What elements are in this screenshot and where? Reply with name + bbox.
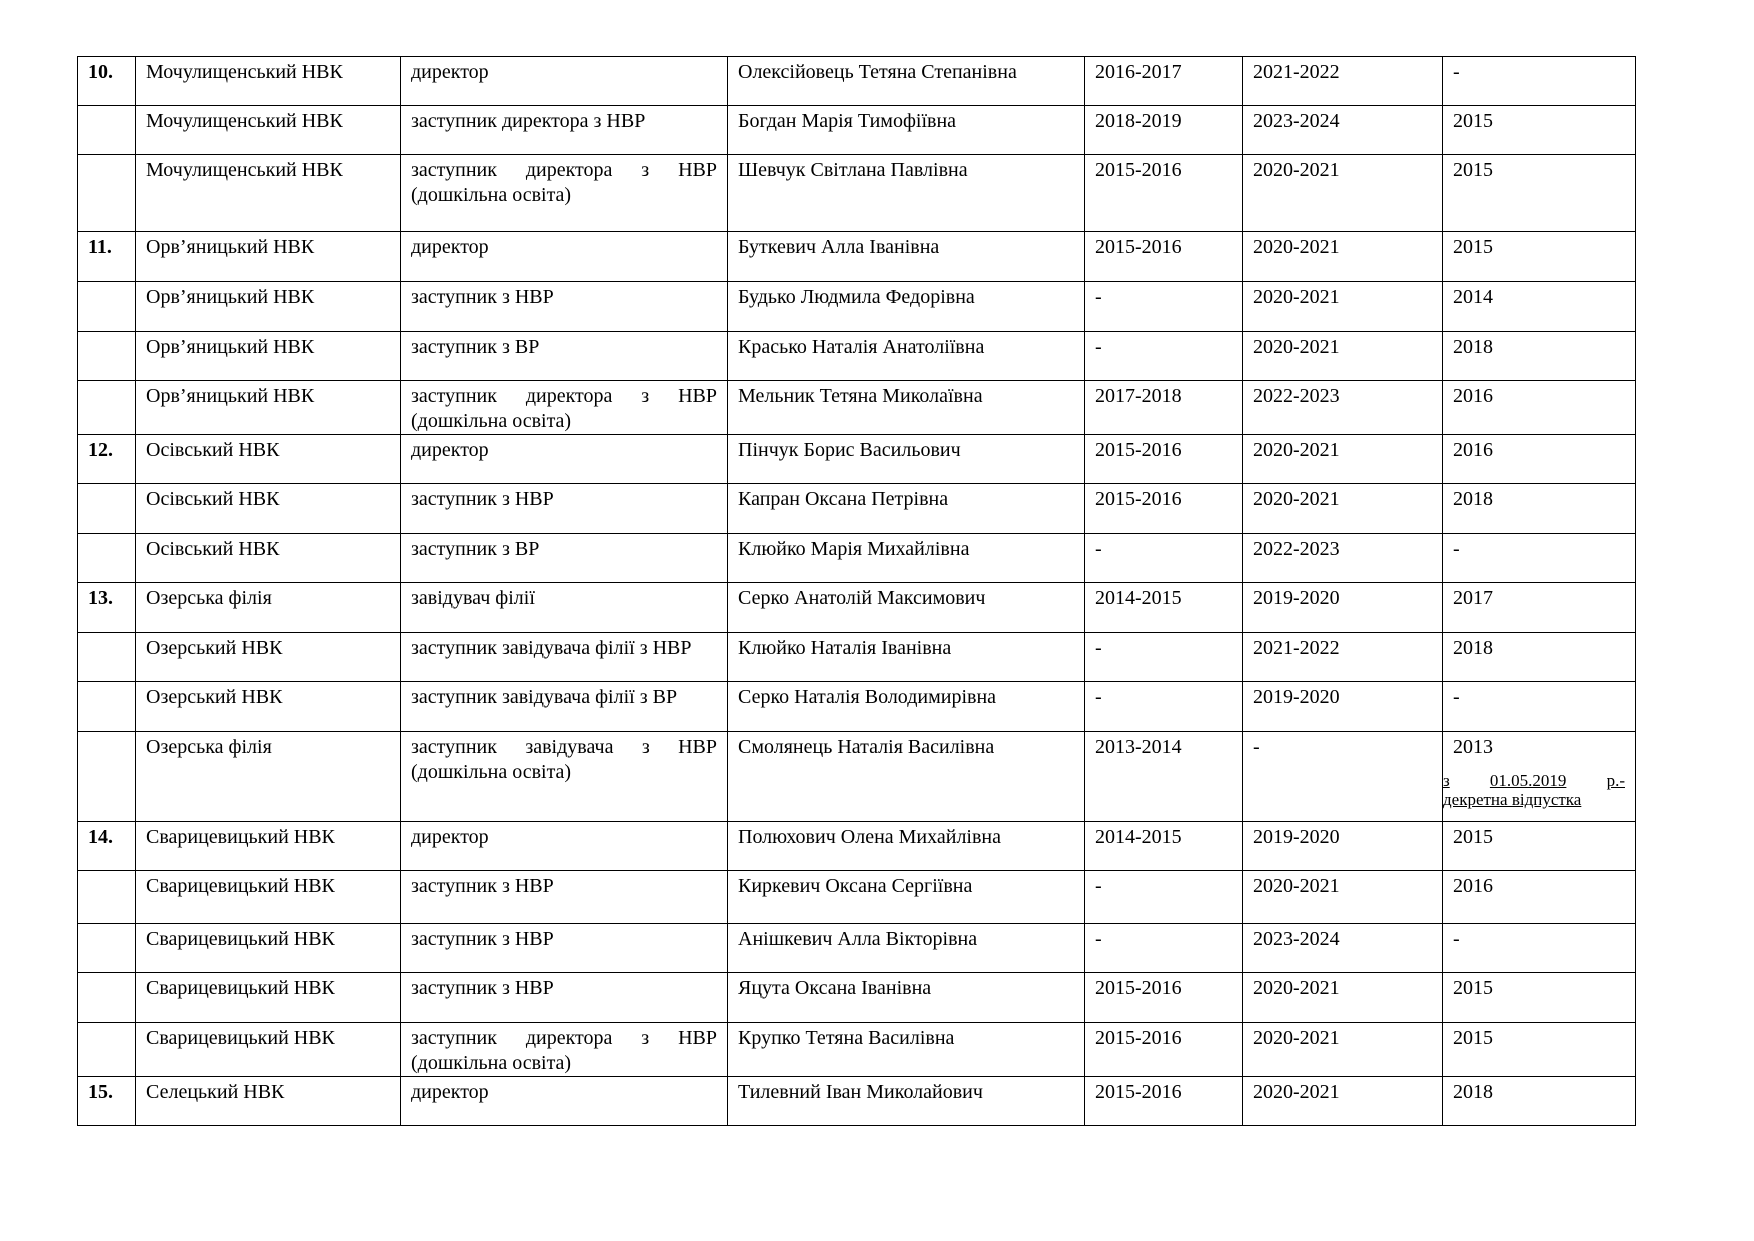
- row-number: 11.: [78, 232, 136, 282]
- position-title: заступник з ВР: [401, 332, 728, 381]
- course-year-value: 2018: [1453, 1081, 1493, 1103]
- person-name: Пінчук Борис Васильович: [728, 435, 1085, 484]
- school-name: Сварицевицький НВК: [136, 1023, 401, 1077]
- attestation-next: 2021-2022: [1243, 57, 1443, 106]
- attestation-prev: 2015-2016: [1085, 435, 1243, 484]
- course-year-value: 2016: [1453, 439, 1493, 461]
- attestation-next: 2019-2020: [1243, 822, 1443, 871]
- staff-table: [77, 56, 1636, 1126]
- table-row: [78, 232, 1636, 282]
- course-year: [1443, 155, 1636, 232]
- course-year-value: 2016: [1453, 385, 1493, 407]
- leave-note-part: р.-: [1606, 771, 1625, 790]
- school-name: Мочулищенський НВК: [136, 155, 401, 232]
- position-title: заступник завідувача з НВР (дошкільна освіта): [401, 732, 728, 822]
- staff-table-body: [78, 57, 1636, 1126]
- position-title: заступник директора з НВР: [401, 106, 728, 155]
- leave-note-part: 01.05.2019: [1489, 771, 1567, 790]
- row-number: [78, 381, 136, 435]
- attestation-prev: 2015-2016: [1085, 1077, 1243, 1126]
- position-title: заступник директора з НВР (дошкільна освіта): [401, 1023, 728, 1077]
- row-number: 13.: [78, 583, 136, 633]
- table-row: [78, 682, 1636, 732]
- course-year-value: 2016: [1453, 875, 1493, 897]
- person-name: Киркевич Оксана Сергіївна: [728, 871, 1085, 924]
- school-name: Сварицевицький НВК: [136, 973, 401, 1023]
- course-year-value: -: [1453, 686, 1460, 708]
- attestation-prev: 2015-2016: [1085, 155, 1243, 232]
- person-name: Олексійовець Тетяна Степанівна: [728, 57, 1085, 106]
- course-year: [1443, 381, 1636, 435]
- table-row: [78, 106, 1636, 155]
- position-title: заступник з ВР: [401, 534, 728, 583]
- school-name: Озерська філія: [136, 732, 401, 822]
- person-name: Яцута Оксана Іванівна: [728, 973, 1085, 1023]
- person-name: Тилевний Іван Миколайович: [728, 1077, 1085, 1126]
- attestation-next: 2020-2021: [1243, 1023, 1443, 1077]
- attestation-next: -: [1243, 732, 1443, 822]
- table-row: [78, 732, 1636, 822]
- school-name: Орв’яницький НВК: [136, 332, 401, 381]
- course-year-value: 2018: [1453, 336, 1493, 358]
- table-row: [78, 282, 1636, 332]
- position-title: заступник завідувача філії з НВР: [401, 633, 728, 682]
- position-title: заступник з НВР: [401, 871, 728, 924]
- position-title: директор: [401, 822, 728, 871]
- person-name: Крупко Тетяна Василівна: [728, 1023, 1085, 1077]
- row-number: [78, 871, 136, 924]
- course-year-value: 2014: [1453, 286, 1493, 308]
- course-year: [1443, 822, 1636, 871]
- table-row: [78, 332, 1636, 381]
- attestation-prev: -: [1085, 534, 1243, 583]
- row-number: 12.: [78, 435, 136, 484]
- course-year: [1443, 332, 1636, 381]
- person-name: Шевчук Світлана Павлівна: [728, 155, 1085, 232]
- course-year: [1443, 732, 1636, 822]
- row-number: [78, 484, 136, 534]
- course-year: [1443, 534, 1636, 583]
- person-name: Будько Людмила Федорівна: [728, 282, 1085, 332]
- attestation-next: 2020-2021: [1243, 973, 1443, 1023]
- course-year-value: 2015: [1453, 236, 1493, 258]
- attestation-prev: 2017-2018: [1085, 381, 1243, 435]
- person-name: Буткевич Алла Іванівна: [728, 232, 1085, 282]
- course-year: [1443, 232, 1636, 282]
- position-title: директор: [401, 57, 728, 106]
- school-name: Сварицевицький НВК: [136, 822, 401, 871]
- leave-note-part: з: [1443, 771, 1450, 790]
- course-year-value: 2013: [1453, 736, 1493, 758]
- attestation-prev: -: [1085, 924, 1243, 973]
- course-year: [1443, 682, 1636, 732]
- course-year-value: -: [1453, 538, 1460, 560]
- school-name: Мочулищенський НВК: [136, 106, 401, 155]
- school-name: Орв’яницький НВК: [136, 282, 401, 332]
- attestation-next: 2020-2021: [1243, 1077, 1443, 1126]
- attestation-next: 2020-2021: [1243, 332, 1443, 381]
- attestation-prev: 2016-2017: [1085, 57, 1243, 106]
- position-title: заступник з НВР: [401, 282, 728, 332]
- person-name: Серко Анатолій Максимович: [728, 583, 1085, 633]
- leave-note-text: декретна відпустка: [1443, 789, 1582, 809]
- school-name: Сварицевицький НВК: [136, 924, 401, 973]
- course-year: [1443, 57, 1636, 106]
- row-number: [78, 732, 136, 822]
- row-number: [78, 973, 136, 1023]
- course-year: [1443, 106, 1636, 155]
- table-row: [78, 1077, 1636, 1126]
- course-year-value: 2015: [1453, 159, 1493, 181]
- position-title: заступник з НВР: [401, 924, 728, 973]
- school-name: Озерський НВК: [136, 633, 401, 682]
- table-row: [78, 155, 1636, 232]
- school-name: Осівський НВК: [136, 534, 401, 583]
- table-row: [78, 583, 1636, 633]
- table-row: [78, 973, 1636, 1023]
- course-year: [1443, 924, 1636, 973]
- attestation-next: 2023-2024: [1243, 106, 1443, 155]
- attestation-prev: -: [1085, 682, 1243, 732]
- attestation-next: 2020-2021: [1243, 282, 1443, 332]
- attestation-prev: 2015-2016: [1085, 232, 1243, 282]
- course-year: [1443, 282, 1636, 332]
- person-name: Красько Наталія Анатоліївна: [728, 332, 1085, 381]
- person-name: Богдан Марія Тимофіївна: [728, 106, 1085, 155]
- attestation-next: 2020-2021: [1243, 232, 1443, 282]
- person-name: Полюхович Олена Михайлівна: [728, 822, 1085, 871]
- row-number: 10.: [78, 57, 136, 106]
- school-name: Осівський НВК: [136, 435, 401, 484]
- attestation-next: 2020-2021: [1243, 155, 1443, 232]
- attestation-next: 2019-2020: [1243, 583, 1443, 633]
- attestation-prev: 2015-2016: [1085, 484, 1243, 534]
- person-name: Клюйко Марія Михайлівна: [728, 534, 1085, 583]
- table-row: [78, 484, 1636, 534]
- attestation-prev: 2014-2015: [1085, 822, 1243, 871]
- position-title: директор: [401, 1077, 728, 1126]
- attestation-prev: -: [1085, 633, 1243, 682]
- table-row: [78, 822, 1636, 871]
- attestation-next: 2020-2021: [1243, 484, 1443, 534]
- row-number: [78, 332, 136, 381]
- leave-note: [1443, 772, 1625, 809]
- position-title: заступник з НВР: [401, 484, 728, 534]
- course-year: [1443, 1023, 1636, 1077]
- course-year-value: 2015: [1453, 826, 1493, 848]
- row-number: [78, 155, 136, 232]
- table-row: [78, 534, 1636, 583]
- course-year-value: 2015: [1453, 110, 1493, 132]
- position-title: директор: [401, 232, 728, 282]
- position-title: заступник з НВР: [401, 973, 728, 1023]
- school-name: Мочулищенський НВК: [136, 57, 401, 106]
- row-number: [78, 534, 136, 583]
- school-name: Озерський НВК: [136, 682, 401, 732]
- course-year-value: 2017: [1453, 587, 1493, 609]
- table-row: [78, 435, 1636, 484]
- school-name: Орв’яницький НВК: [136, 232, 401, 282]
- course-year: [1443, 973, 1636, 1023]
- course-year-value: 2015: [1453, 1027, 1493, 1049]
- course-year: [1443, 633, 1636, 682]
- table-row: [78, 924, 1636, 973]
- school-name: Озерська філія: [136, 583, 401, 633]
- course-year: [1443, 484, 1636, 534]
- attestation-next: 2019-2020: [1243, 682, 1443, 732]
- row-number: [78, 106, 136, 155]
- person-name: Клюйко Наталія Іванівна: [728, 633, 1085, 682]
- attestation-prev: 2015-2016: [1085, 1023, 1243, 1077]
- position-title: директор: [401, 435, 728, 484]
- table-row: [78, 1023, 1636, 1077]
- person-name: Смолянець Наталія Василівна: [728, 732, 1085, 822]
- person-name: Капран Оксана Петрівна: [728, 484, 1085, 534]
- school-name: Сварицевицький НВК: [136, 871, 401, 924]
- attestation-next: 2023-2024: [1243, 924, 1443, 973]
- row-number: [78, 282, 136, 332]
- school-name: Орв’яницький НВК: [136, 381, 401, 435]
- position-title: завідувач філії: [401, 583, 728, 633]
- row-number: [78, 1023, 136, 1077]
- school-name: Осівський НВК: [136, 484, 401, 534]
- course-year: [1443, 871, 1636, 924]
- attestation-prev: 2014-2015: [1085, 583, 1243, 633]
- course-year: [1443, 1077, 1636, 1126]
- course-year: [1443, 435, 1636, 484]
- position-title: заступник директора з НВР (дошкільна освіта): [401, 381, 728, 435]
- row-number: 15.: [78, 1077, 136, 1126]
- row-number: 14.: [78, 822, 136, 871]
- attestation-prev: 2015-2016: [1085, 973, 1243, 1023]
- attestation-prev: -: [1085, 332, 1243, 381]
- attestation-prev: -: [1085, 871, 1243, 924]
- row-number: [78, 633, 136, 682]
- position-title: заступник директора з НВР (дошкільна освіта): [401, 155, 728, 232]
- table-row: [78, 381, 1636, 435]
- attestation-next: 2020-2021: [1243, 435, 1443, 484]
- person-name: Анішкевич Алла Вікторівна: [728, 924, 1085, 973]
- course-year-value: 2015: [1453, 977, 1493, 999]
- table-row: [78, 633, 1636, 682]
- person-name: Мельник Тетяна Миколаївна: [728, 381, 1085, 435]
- course-year-value: -: [1453, 928, 1460, 950]
- row-number: [78, 924, 136, 973]
- attestation-next: 2022-2023: [1243, 381, 1443, 435]
- attestation-prev: 2013-2014: [1085, 732, 1243, 822]
- attestation-next: 2021-2022: [1243, 633, 1443, 682]
- course-year-value: 2018: [1453, 637, 1493, 659]
- attestation-next: 2020-2021: [1243, 871, 1443, 924]
- course-year-value: -: [1453, 61, 1460, 83]
- row-number: [78, 682, 136, 732]
- school-name: Селецький НВК: [136, 1077, 401, 1126]
- course-year: [1443, 583, 1636, 633]
- table-row: [78, 57, 1636, 106]
- attestation-next: 2022-2023: [1243, 534, 1443, 583]
- position-title: заступник завідувача філії з ВР: [401, 682, 728, 732]
- person-name: Серко Наталія Володимирівна: [728, 682, 1085, 732]
- table-row: [78, 871, 1636, 924]
- attestation-prev: 2018-2019: [1085, 106, 1243, 155]
- attestation-prev: -: [1085, 282, 1243, 332]
- course-year-value: 2018: [1453, 488, 1493, 510]
